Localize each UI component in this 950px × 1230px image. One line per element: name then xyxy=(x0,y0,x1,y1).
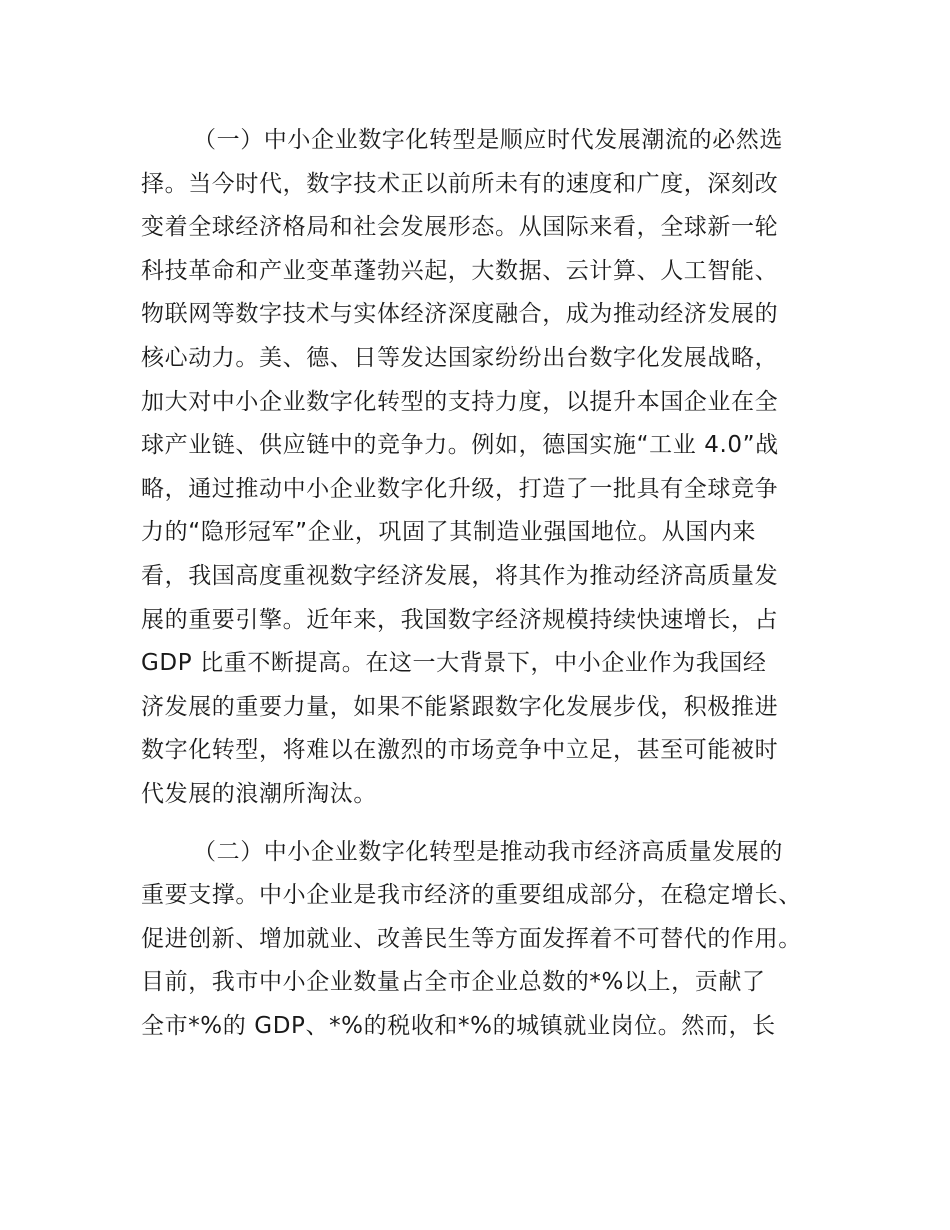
text-line: 物联网等数字技术与实体经济深度融合，成为推动经济发展的 xyxy=(141,301,779,328)
paragraph-1 xyxy=(141,119,811,817)
text-line: GDP 比重不断提高。在这一大背景下，中小企业作为我国经 xyxy=(141,650,767,677)
text-line: 择。当今时代，数字技术正以前所未有的速度和广度，深刻改 xyxy=(141,170,779,197)
paragraph-2 xyxy=(141,831,811,1049)
text-line: 目前，我市中小企业数量占全市企业总数的*%以上，贡献了 xyxy=(141,969,766,996)
text-line: 济发展的重要力量，如果不能紧跟数字化发展步伐，积极推进 xyxy=(141,693,779,720)
text-line: 促进创新、增加就业、改善民生等方面发挥着不可替代的作用。 xyxy=(141,925,802,952)
text-line: 核心动力。美、德、日等发达国家纷纷出台数字化发展战略， xyxy=(141,344,779,371)
text-line: 变着全球经济格局和社会发展形态。从国际来看，全球新一轮 xyxy=(141,214,779,241)
body-text xyxy=(141,119,811,1048)
text-line: 代发展的浪潮所淘汰。 xyxy=(141,780,377,807)
text-line: 全市*%的 GDP、*%的税收和*%的城镇就业岗位。然而，长 xyxy=(141,1012,776,1039)
text-line: 重要支撑。中小企业是我市经济的重要组成部分，在稳定增长、 xyxy=(141,882,802,909)
text-line: 力的“隐形冠军”企业，巩固了其制造业强国地位。从国内来 xyxy=(141,519,757,546)
text-line: 略，通过推动中小企业数字化升级，打造了一批具有全球竞争 xyxy=(141,475,779,502)
text-line: （一）中小企业数字化转型是顺应时代发展潮流的必然选 xyxy=(193,127,783,153)
text-line: 加大对中小企业数字化转型的支持力度，以提升本国企业在全 xyxy=(141,388,779,415)
text-line: 科技革命和产业变革蓬勃兴起，大数据、云计算、人工智能、 xyxy=(141,257,779,284)
text-line: 球产业链、供应链中的竞争力。例如，德国实施“工业 4.0”战 xyxy=(141,432,779,459)
text-line: （二）中小企业数字化转型是推动我市经济高质量发展的 xyxy=(193,838,783,865)
text-line: 数字化转型，将难以在激烈的市场竞争中立足，甚至可能被时 xyxy=(141,737,779,764)
text-line: 看，我国高度重视数字经济发展，将其作为推动经济高质量发 xyxy=(141,562,779,589)
text-line: 展的重要引擎。近年来，我国数字经济规模持续快速增长，占 xyxy=(141,606,779,633)
paragraph-spacer xyxy=(141,817,811,831)
